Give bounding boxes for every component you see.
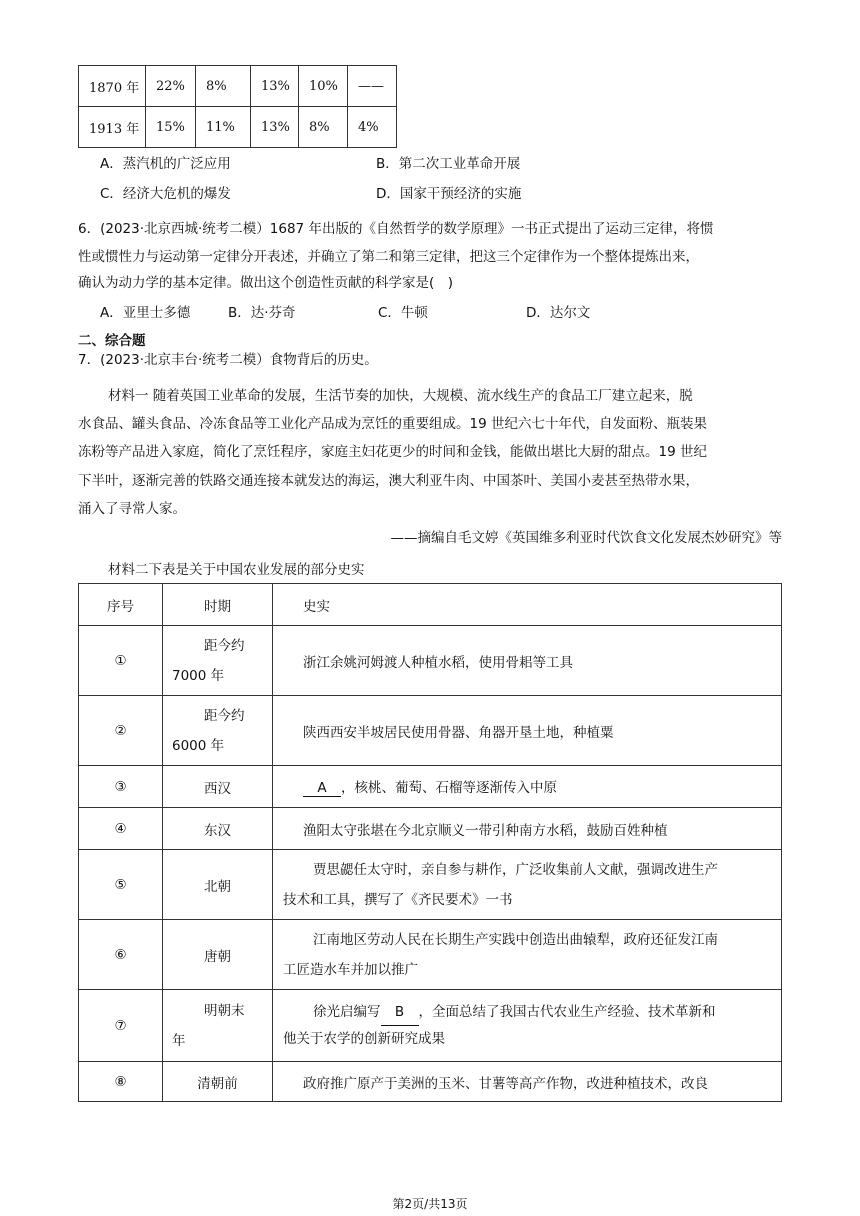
row-period: 北朝 xyxy=(163,850,273,920)
table-cell: 10% xyxy=(299,66,348,107)
material-1-line: 材料一 随着英国工业革命的发展，生活节奏的加快，大规模、流水线生产的食品工厂建立起来，脱 xyxy=(108,388,693,404)
data-table-top xyxy=(78,65,397,148)
period-line: 年 xyxy=(172,1032,186,1049)
row-number: ⑧ xyxy=(79,1062,163,1102)
row-number: ② xyxy=(79,696,163,766)
row-number: ⑦ xyxy=(79,990,163,1062)
question-6-line: 确认为动力学的基本定律。做出这个创造性贡献的科学家是( ) xyxy=(78,275,454,291)
option-d: D．国家干预经济的实施 xyxy=(376,186,522,202)
fact-text: 徐光启编写 xyxy=(313,1004,381,1020)
row-fact: 浙江余姚河姆渡人种植水稻，使用骨耜等工具 xyxy=(273,626,782,696)
row-period xyxy=(163,696,273,766)
table-cell: 8% xyxy=(196,66,251,107)
fill-blank-a[interactable]: A xyxy=(303,780,341,797)
row-number: ① xyxy=(79,626,163,696)
table-row xyxy=(79,696,782,766)
row-fact xyxy=(273,990,782,1062)
table-row xyxy=(79,626,782,696)
table-row xyxy=(79,990,782,1062)
option-a: A．蒸汽机的广泛应用 xyxy=(100,156,231,172)
fact-line: 他关于农学的创新研究成果 xyxy=(283,1031,445,1047)
table-cell: 4% xyxy=(348,107,397,148)
question-6-line: 性或惯性力与运动第一定律分开表述，并确立了第二和第三定律，把这三个定律作为一个整体提炼出来， xyxy=(78,249,699,265)
table-header-row xyxy=(79,584,782,626)
row-number: ⑥ xyxy=(79,920,163,990)
row-fact: 陕西西安半坡居民使用骨器、角器开垦土地，种植粟 xyxy=(273,696,782,766)
material-1-line: 涌入了寻常人家。 xyxy=(78,501,186,517)
row-number: ⑤ xyxy=(79,850,163,920)
table-row xyxy=(79,766,782,808)
row-period: 西汉 xyxy=(163,766,273,808)
table-row xyxy=(79,808,782,850)
option-a: A．亚里士多德 xyxy=(100,305,191,321)
period-line: 距今约 xyxy=(204,707,245,724)
table-cell: 1913 年 xyxy=(79,107,146,148)
table-cell: 8% xyxy=(299,107,348,148)
row-number: ③ xyxy=(79,766,163,808)
table-cell: 11% xyxy=(196,107,251,148)
option-d: D．达尔文 xyxy=(526,305,591,321)
option-b: B．第二次工业革命开展 xyxy=(376,156,521,172)
fact-text: ，全面总结了我国古代农业生产经验、技术革新和 xyxy=(418,1004,716,1020)
row-period: 东汉 xyxy=(163,808,273,850)
row-period xyxy=(163,626,273,696)
header-cell: 时期 xyxy=(163,584,273,626)
row-fact xyxy=(273,920,782,990)
table-row xyxy=(79,850,782,920)
fact-line: 江南地区劳动人民在长期生产实践中创造出曲辕犁，政府还征发江南 xyxy=(313,931,718,948)
period-line: 7000 年 xyxy=(172,667,225,684)
row-fact: 渔阳太守张堪在今北京顺义一带引种南方水稻，鼓励百姓种植 xyxy=(273,808,782,850)
row-period xyxy=(163,990,273,1062)
material-1-line: 水食品、罐头食品、冷冻食品等工业化产品成为烹饪的重要组成。19 世纪六七十年代，自发面粉、瓶装果 xyxy=(78,416,707,432)
row-period: 唐朝 xyxy=(163,920,273,990)
row-fact xyxy=(273,766,782,808)
agriculture-history-table xyxy=(78,583,782,1102)
option-c: C．经济大危机的爆发 xyxy=(100,186,231,202)
fact-text: ，核桃、葡萄、石榴等逐渐传入中原 xyxy=(341,780,557,796)
row-fact xyxy=(273,850,782,920)
table-row xyxy=(79,66,397,107)
table-cell: 1870 年 xyxy=(79,66,146,107)
fill-blank-b[interactable]: B xyxy=(381,999,419,1026)
table-cell: 15% xyxy=(146,107,196,148)
fact-line xyxy=(283,999,771,1026)
section-title: 二、综合题 xyxy=(78,333,146,349)
period-line: 6000 年 xyxy=(172,737,225,754)
fact-line: 工匠造水车并加以推广 xyxy=(283,961,418,978)
question-7-head: 7．(2023·北京丰台·统考二模）食物背后的历史。 xyxy=(78,352,378,368)
fact-line: 技术和工具，撰写了《齐民要术》一书 xyxy=(283,891,513,908)
table-cell: 13% xyxy=(251,66,299,107)
row-number: ④ xyxy=(79,808,163,850)
material-1-source: ——摘编自毛文婷《英国维多利亚时代饮食文化发展杰妙研究》等 xyxy=(390,530,782,546)
period-line: 明朝末 xyxy=(204,1002,245,1019)
table-row xyxy=(79,1062,782,1102)
row-fact: 政府推广原产于美洲的玉米、甘薯等高产作物，改进种植技术，改良 xyxy=(273,1062,782,1102)
table-row xyxy=(79,920,782,990)
material-2-intro: 材料二下表是关于中国农业发展的部分史实 xyxy=(108,562,365,578)
table-cell: 13% xyxy=(251,107,299,148)
row-period: 清朝前 xyxy=(163,1062,273,1102)
option-c: C．牛顿 xyxy=(378,305,428,321)
table-cell: 22% xyxy=(146,66,196,107)
header-cell: 序号 xyxy=(79,584,163,626)
question-6-line: 6．(2023·北京西城·统考二模）1687 年出版的《自然哲学的数学原理》一书正式提出了运动三定律，将惯 xyxy=(78,221,714,237)
material-1-line: 冻粉等产品进入家庭，简化了烹饪程序，家庭主妇花更少的时间和金钱，能做出堪比大厨的甜点。19 世纪 xyxy=(78,444,707,460)
header-cell: 史实 xyxy=(273,584,782,626)
material-1-line: 下半叶，逐渐完善的铁路交通连接本就发达的海运，澳大利亚牛肉、中国茶叶、美国小麦甚至热带水果， xyxy=(78,473,699,489)
option-b: B．达·芬奇 xyxy=(228,305,296,321)
table-cell: —— xyxy=(348,66,397,107)
table-row xyxy=(79,107,397,148)
fact-line: 贾思勰任太守时，亲自参与耕作，广泛收集前人文献，强调改进生产 xyxy=(313,861,718,878)
period-line: 距今约 xyxy=(204,637,245,654)
page-footer: 第2页/共13页 xyxy=(392,1197,468,1211)
